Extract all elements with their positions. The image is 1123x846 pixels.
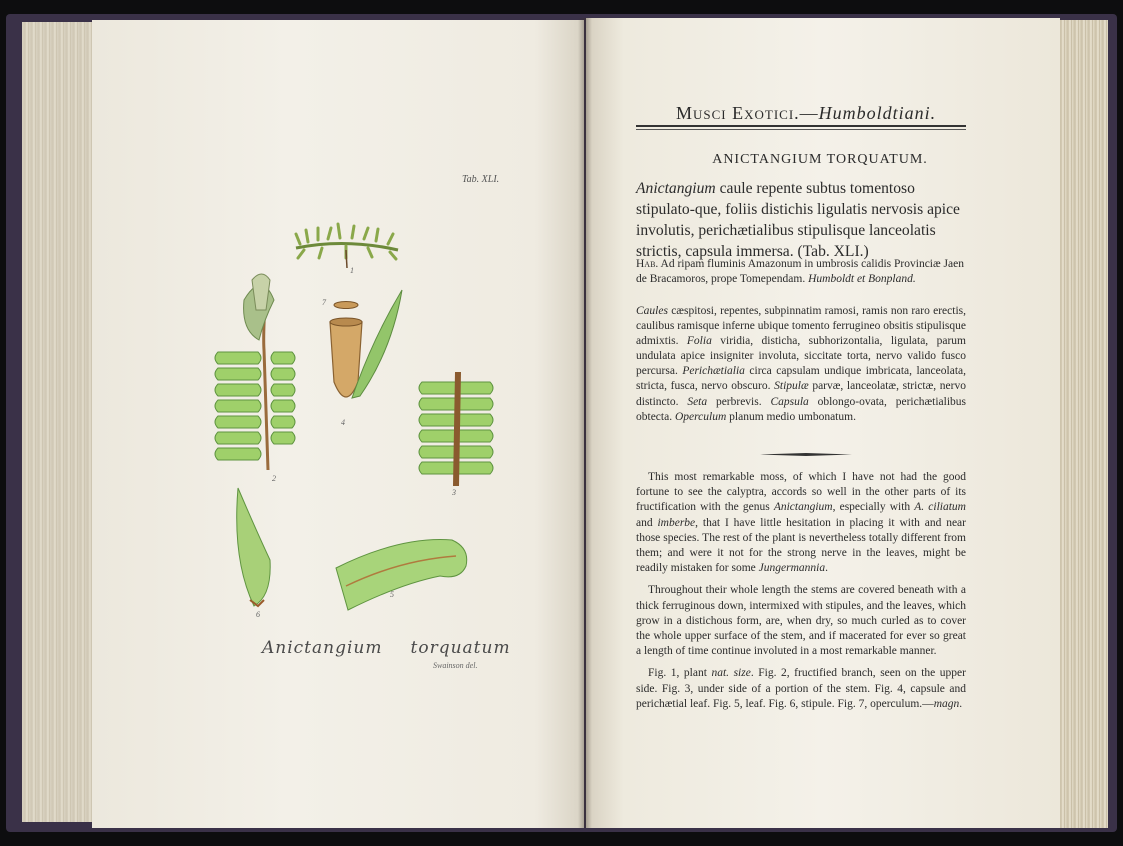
diagnosis [636, 178, 966, 262]
description [636, 304, 966, 425]
figure-number: 2 [272, 474, 276, 483]
species-title: ANICTANGIUM TORQUATUM. [712, 152, 928, 167]
desc-text: circa capsulam undique imbricata, lanceolata, stricta, fusca, nervo obscuro. [636, 365, 966, 393]
caption-species: torquatum [410, 638, 511, 658]
figure-number: 1 [350, 266, 354, 275]
commentary [636, 470, 966, 719]
figure-5-leaf [336, 540, 467, 610]
figure-number: 3 [452, 488, 456, 497]
desc-term: Capsula [770, 395, 809, 408]
diagnosis-genus: Anictangium [636, 180, 716, 197]
text-run-italic: Jungermannia [758, 562, 826, 575]
desc-term: Stipulæ [774, 380, 809, 393]
section-ornament [760, 453, 852, 456]
habitat [636, 257, 966, 287]
caption-genus: Anictangium [262, 638, 383, 658]
desc-term: Seta [687, 395, 708, 408]
desc-text: parvæ, lanceolatæ, strictæ, nervo distincto. [636, 380, 966, 408]
double-rule [636, 125, 966, 127]
figure-explanation [636, 666, 966, 712]
running-head [676, 103, 936, 124]
commentary-paragraph: Throughout their whole length the stems are covered beneath with a thick ferruginous down, intermixed with stipules, and the leaves, which grow in a distichous form, are, when dry, so much curled as to cover the whole upper surface of the stem, and if macerated for ever so great a length of time continue involuted in a most remarkable manner. [636, 584, 966, 658]
figure-number: 7 [322, 298, 326, 307]
engraver-credit: Swainson del. [433, 661, 478, 670]
text-run-italic: imberbe [657, 516, 696, 529]
habitat-lead: Hab. [636, 258, 659, 270]
text-run: Fig. 1, plant [648, 667, 712, 680]
plate-caption [262, 638, 539, 658]
desc-text: cæspitosi, repentes, subpinnatim ramosi, ramis non raro erectis, caulibus ramisque inferne ubique tomento ferrugineo obsitis stipulisque admixtis. [636, 305, 966, 348]
text-run: . Fig. 2, fructified branch, seen on the upper side. Fig. 3, under side of a portion of the stem. Fig. 4, capsule and perichætial leaf. Fig. 5, leaf. Fig. 6, stipule. Fig. 7, operculum.— [636, 667, 966, 710]
double-rule-thin [636, 129, 966, 130]
text-run-italic: nat. size [711, 667, 751, 680]
figure-number: 4 [341, 418, 345, 427]
text-run: , especially with [832, 501, 915, 514]
diagnosis-text: caule repente subtus tomentoso stipulato-que, foliis distichis ligulatis nervosis apice involutis, perichætialibus stipulisque lanceolatis strictis, capsula immersa. (Tab. XLI.) [636, 180, 960, 260]
commentary-paragraph [636, 470, 966, 576]
desc-term: Folia [686, 335, 712, 348]
running-head-section: Humboldtiani. [818, 103, 937, 123]
desc-term: Caules [636, 305, 668, 317]
desc-text: perbrevis. [707, 395, 771, 408]
figure-number: 5 [390, 590, 394, 599]
desc-text: oblongo-ovata, perichætialibus obtecta. [636, 395, 966, 423]
text-run-italic: A. ciliatum [914, 501, 966, 514]
desc-text: viridia, disticha, subhorizontalia, ligulata, parum undulata apice insigniter involuta, siccitate torta, nervo valido fusco percursa. [636, 335, 966, 378]
figure-number: 6 [256, 610, 260, 619]
text-run: , that I have little hesitation in placing it with and near those species. The rest of the plant is nevertheless totally different from them; and were it not for the strong nerve in the leaves, might be readily mistaken for some [636, 516, 966, 575]
desc-text: planum medio umbonatum. [726, 410, 856, 423]
text-run: . [825, 562, 828, 575]
figure-1-plant [296, 224, 398, 268]
text-run: . [959, 697, 963, 710]
text-run: and [636, 516, 658, 529]
text-run-italic: magn [933, 697, 960, 710]
figure-3-stem-underside [419, 372, 493, 486]
running-head-title: Musci Exotici.— [676, 103, 819, 123]
figure-7-operculum [334, 302, 358, 309]
habitat-authority: Humboldt et Bonpland. [808, 273, 916, 285]
plate-number: Tab. XLI. [462, 174, 500, 185]
text-run-italic: Anictangium [773, 501, 833, 514]
desc-term: Operculum [674, 410, 727, 423]
habitat-text: Ad ripam fluminis Amazonum in umbrosis calidis Provinciæ Jaen de Bracamoros, prope Tomependam. [636, 258, 964, 285]
text-run: This most remarkable moss, of which I have not had the good fortune to see the calyptra, accords so well in the other parts of its fructification with the genus [636, 471, 966, 514]
figure-2-branch [215, 274, 295, 470]
desc-term: Perichætialia [682, 365, 745, 378]
figure-6-stipule [237, 488, 270, 606]
